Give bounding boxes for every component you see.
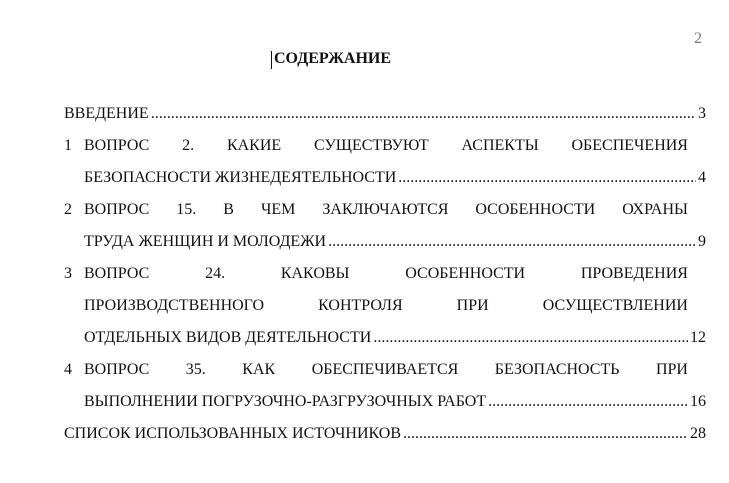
toc-entry-text: ВЫПОЛНЕНИИ ПОГРУЗОЧНО-РАЗГРУЗОЧНЫХ РАБОТ	[84, 393, 487, 410]
word: ОСОБЕННОСТИ	[475, 201, 596, 218]
toc-page-number: 28	[690, 425, 706, 442]
dot-leader	[151, 104, 696, 124]
toc-entry-q1[interactable]	[64, 136, 706, 156]
title-row	[0, 50, 729, 68]
toc-entry-line	[84, 360, 688, 380]
dot-leader	[403, 424, 688, 444]
word: КАКОВЫ	[280, 265, 350, 282]
toc-page-number: 4	[698, 169, 706, 186]
word: 2.	[182, 137, 195, 154]
page-number: 2	[694, 30, 702, 47]
toc-entry-text: ВВЕДЕНИЕ	[64, 105, 149, 122]
word: ПРОВЕДЕНИЯ	[580, 265, 688, 282]
toc-page-number: 9	[698, 233, 706, 250]
toc-page-number: 3	[698, 105, 706, 122]
word: ВОПРОС	[84, 265, 150, 282]
toc-entry-q4[interactable]	[64, 360, 706, 380]
toc-entry-q3[interactable]	[64, 264, 706, 284]
word: ВОПРОС	[84, 201, 150, 218]
word: ВОПРОС	[84, 137, 150, 154]
word: АСПЕКТЫ	[461, 137, 539, 154]
word: ПРИ	[456, 297, 489, 314]
word: 24.	[205, 265, 226, 282]
word: ОБЕСПЕЧЕНИЯ	[571, 137, 688, 154]
word: В	[223, 201, 234, 218]
page-title-text: СОДЕРЖАНИЕ	[273, 50, 392, 67]
toc-entry-number: 1	[64, 137, 72, 154]
dot-leader	[328, 232, 696, 252]
word: ОБЕСПЕЧИВАЕТСЯ	[311, 361, 459, 378]
word: БЕЗОПАСНОСТЬ	[494, 361, 620, 378]
toc-entry-number: 2	[64, 201, 72, 218]
toc-page-number: 16	[690, 393, 706, 410]
word: КАК	[242, 361, 276, 378]
word: ОСУЩЕСТВЛЕНИИ	[542, 297, 688, 314]
word: ЗАКЛЮЧАЮТСЯ	[322, 201, 449, 218]
toc-entry-q2-cont[interactable]	[84, 232, 706, 252]
toc-entry-line	[84, 200, 688, 220]
word: КАКИЕ	[226, 137, 282, 154]
toc-entry-text: ТРУДА ЖЕНЩИН И МОЛОДЕЖИ	[84, 233, 327, 250]
toc-entry-intro[interactable]	[64, 104, 706, 124]
toc-entry-q3-cont[interactable]	[84, 328, 706, 348]
word: СУЩЕСТВУЮТ	[314, 137, 429, 154]
toc-entry-number: 3	[64, 265, 72, 282]
toc-entry-text: БЕЗОПАСНОСТИ ЖИЗНЕДЕЯТЕЛЬНОСТИ	[84, 169, 397, 186]
word: ОХРАНЫ	[622, 201, 688, 218]
toc-entry-q4-cont[interactable]	[84, 392, 706, 412]
word: ПРОИЗВОДСТВЕННОГО	[84, 297, 265, 314]
page-title[interactable]	[274, 50, 391, 68]
toc-entry-text: СПИСОК ИСПОЛЬЗОВАННЫХ ИСТОЧНИКОВ	[64, 425, 402, 442]
toc-entry-q2[interactable]	[64, 200, 706, 220]
word: ВОПРОС	[84, 361, 150, 378]
toc-entry-sources[interactable]	[64, 424, 706, 444]
toc-entry-text: ОТДЕЛЬНЫХ ВИДОВ ДЕЯТЕЛЬНОСТИ	[84, 329, 372, 346]
toc-entry-line	[84, 296, 688, 316]
word: 35.	[185, 361, 206, 378]
word: ЧЕМ	[260, 201, 296, 218]
word: ОСОБЕННОСТИ	[405, 265, 526, 282]
toc-entry-q1-cont[interactable]	[84, 168, 706, 188]
toc-page-number: 12	[690, 329, 706, 346]
toc-entry-line	[84, 136, 688, 156]
dot-leader	[373, 328, 688, 348]
word: 15.	[176, 201, 197, 218]
toc-entry-q3-line2[interactable]	[64, 296, 706, 316]
toc-entry-number: 4	[64, 361, 72, 378]
word: КОНТРОЛЯ	[318, 297, 403, 314]
dot-leader	[398, 168, 696, 188]
text-cursor	[271, 51, 272, 69]
word: ПРИ	[655, 361, 688, 378]
toc-entry-line	[84, 264, 688, 284]
dot-leader	[488, 392, 688, 412]
